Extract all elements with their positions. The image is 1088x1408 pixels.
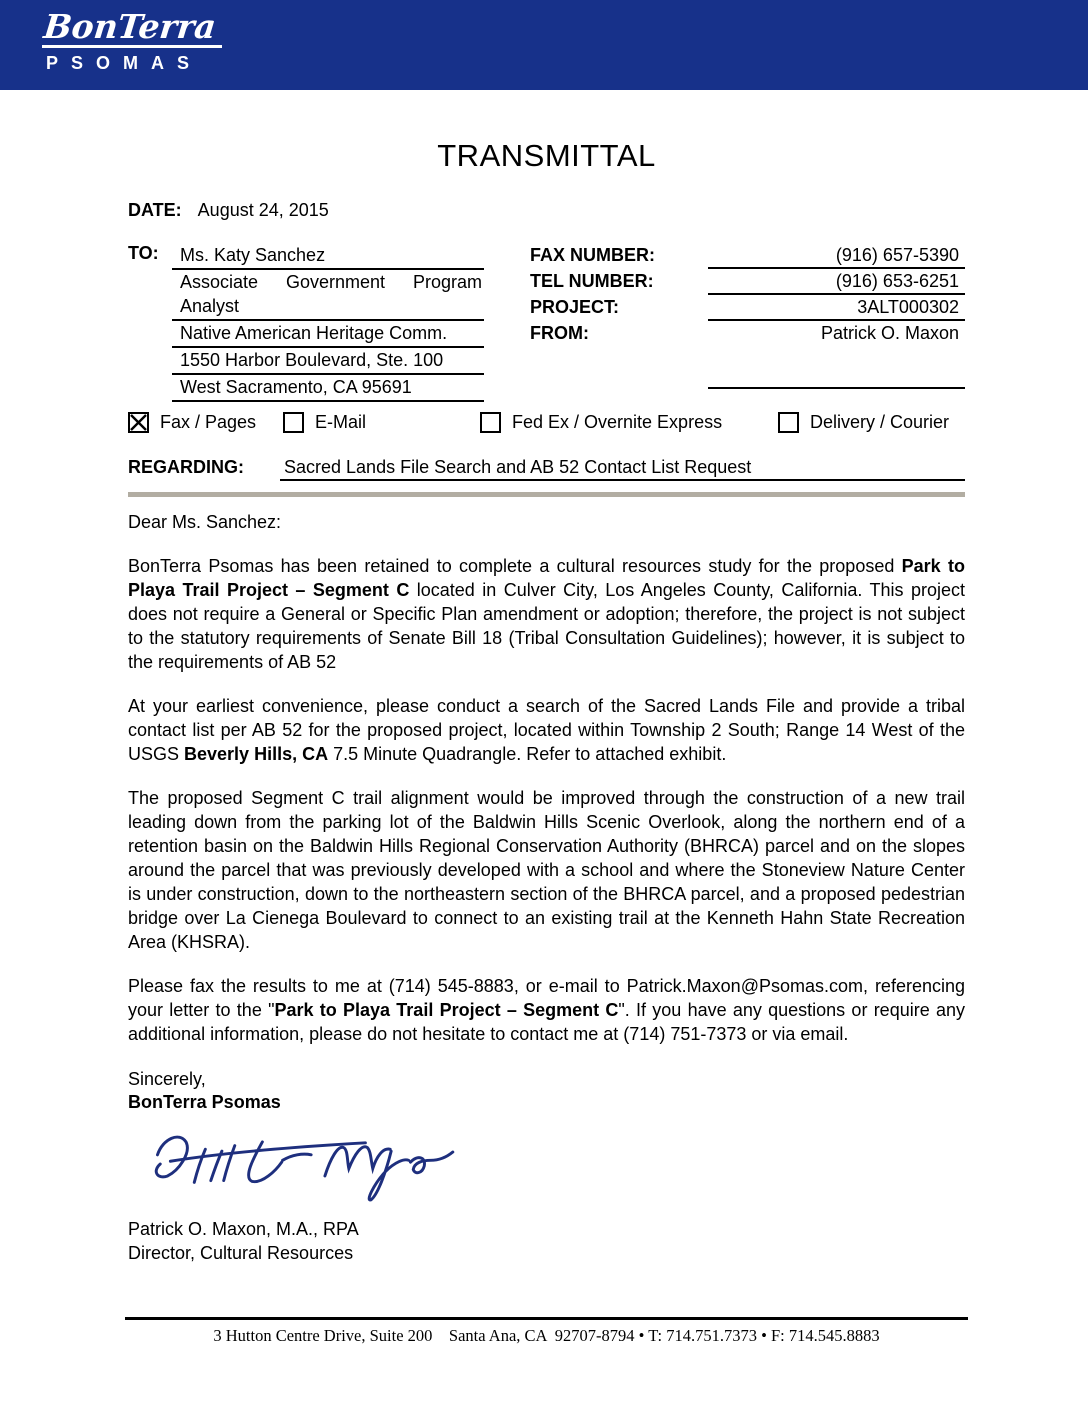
date-value: August 24, 2015 [197, 200, 329, 220]
signature-ink-icon [136, 1118, 466, 1210]
tel-number-row [530, 269, 965, 295]
checkbox-1 [283, 412, 304, 433]
project-value: 3ALT000302 [708, 295, 965, 321]
regarding-label: REGARDING: [128, 457, 244, 477]
paragraph-1: BonTerra Psomas has been retained to complete a cultural resources study for the proposed Park to Playa Trail Project – Segment C located in Culver City, Los Angeles County, California. This project does not require a General or Specific Plan amendment or adoption; therefore, the project is not subject to the statutory requirements of Senate Bill 18 (Tribal Consultation Guidelines); however, it is subject to the requirements of AB 52 [128, 556, 965, 672]
paragraph-4: Please fax the results to me at (714) 545-8883, or e-mail to Patrick.Maxon@Psomas.com, referencing your letter to the "Park to Playa Trail Project – Segment C". If you have any questions or require any additional information, please do not hesitate to contact me at (714) 751-7373 or via email. [128, 976, 965, 1044]
to-label: TO: [128, 243, 159, 263]
delivery-option-email [283, 412, 366, 433]
x-mark-icon [130, 414, 147, 431]
checkbox-2 [480, 412, 501, 433]
recipient-name: Ms. Katy Sanchez [172, 243, 484, 270]
footer-address: 3 Hutton Centre Drive, Suite 200 Santa Ana, CA 92707-8794 • T: 714.751.7373 • F: 714.545.8883 [213, 1326, 880, 1345]
delivery-option-label: Fax / Pages [160, 412, 257, 432]
delivery-method-row [128, 412, 965, 440]
recipient-org: Native American Heritage Comm. [172, 321, 484, 348]
tel-number-label: TEL NUMBER: [530, 271, 654, 291]
project-row [530, 295, 965, 321]
delivery-option-label: Delivery / Courier [810, 412, 950, 432]
from-label: FROM: [530, 323, 589, 343]
delivery-option-label: E-Mail [315, 412, 367, 432]
closing-sincerely: Sincerely, [128, 1069, 206, 1089]
paragraph-2: At your earliest convenience, please conduct a search of the Sacred Lands File and provide a tribal contact list per AB 52 for the proposed project, located within Township 2 South; Range 14 West of the USGS Beverly Hills, CA 7.5 Minute Quadrangle. Refer to attached exhibit. [128, 696, 965, 764]
page-title: TRANSMITTAL [437, 138, 656, 173]
document-body [128, 90, 965, 1265]
delivery-option-label: Fed Ex / Overnite Express [512, 412, 723, 432]
from-row [530, 321, 965, 345]
recipient-title: Associate Government Program Analyst [172, 270, 484, 321]
recipient-street: 1550 Harbor Boulevard, Ste. 100 [172, 348, 484, 375]
tel-number-value: (916) 653-6251 [708, 269, 965, 295]
brand-script-text: BonTerra [41, 7, 218, 46]
signer-name: Patrick O. Maxon, M.A., RPA [128, 1219, 359, 1239]
regarding-value: Sacred Lands File Search and AB 52 Contact List Request [280, 455, 965, 481]
recipient-lines [172, 243, 484, 402]
delivery-option-fax [128, 412, 256, 433]
project-label: PROJECT: [530, 297, 620, 317]
fax-number-value: (916) 657-5390 [708, 243, 965, 269]
delivery-option-courier [778, 412, 949, 433]
footer [125, 1317, 968, 1346]
checkbox-3 [778, 412, 799, 433]
delivery-option-fedex [480, 412, 722, 433]
regarding-row [128, 455, 965, 481]
header-band [0, 0, 1088, 90]
blank-signature-line [708, 369, 965, 389]
fax-number-row [530, 243, 965, 269]
fax-number-label: FAX NUMBER: [530, 245, 655, 265]
from-value: Patrick O. Maxon [820, 323, 959, 343]
closing-company: BonTerra Psomas [128, 1092, 281, 1112]
brand-caps-text: PSOMAS [46, 53, 203, 73]
section-divider [128, 492, 965, 497]
recipient-section [128, 243, 965, 402]
handwritten-signature [136, 1118, 965, 1215]
brand-script-underline [41, 7, 222, 48]
signer-title: Director, Cultural Resources [128, 1243, 354, 1263]
recipient-city: West Sacramento, CA 95691 [172, 375, 484, 402]
checkbox-0 [128, 412, 149, 433]
closing-block [128, 1068, 965, 1114]
salutation: Dear Ms. Sanchez: [128, 512, 282, 532]
signer-block [128, 1217, 965, 1265]
date-row [128, 200, 965, 221]
date-label: DATE: [128, 200, 182, 220]
bonterra-psomas-logo [0, 0, 1088, 74]
paragraph-3: The proposed Segment C trail alignment would be improved through the construction of a new trail leading down from the parking lot of the Baldwin Hills Scenic Overlook, along the northern end of a retention basin on the Baldwin Hills Regional Conservation Authority (BHRCA) parcel and on the slopes around the parcel that was previously developed with a school and where the Stoneview Nature Center is under construction, down to the northeastern section of the BHRCA parcel, and a proposed pedestrian bridge over La Cienega Boulevard to connect to an existing trail at the Kenneth Hahn State Recreation Area (KHSRA). [128, 788, 965, 952]
transmittal-fields [530, 243, 965, 389]
